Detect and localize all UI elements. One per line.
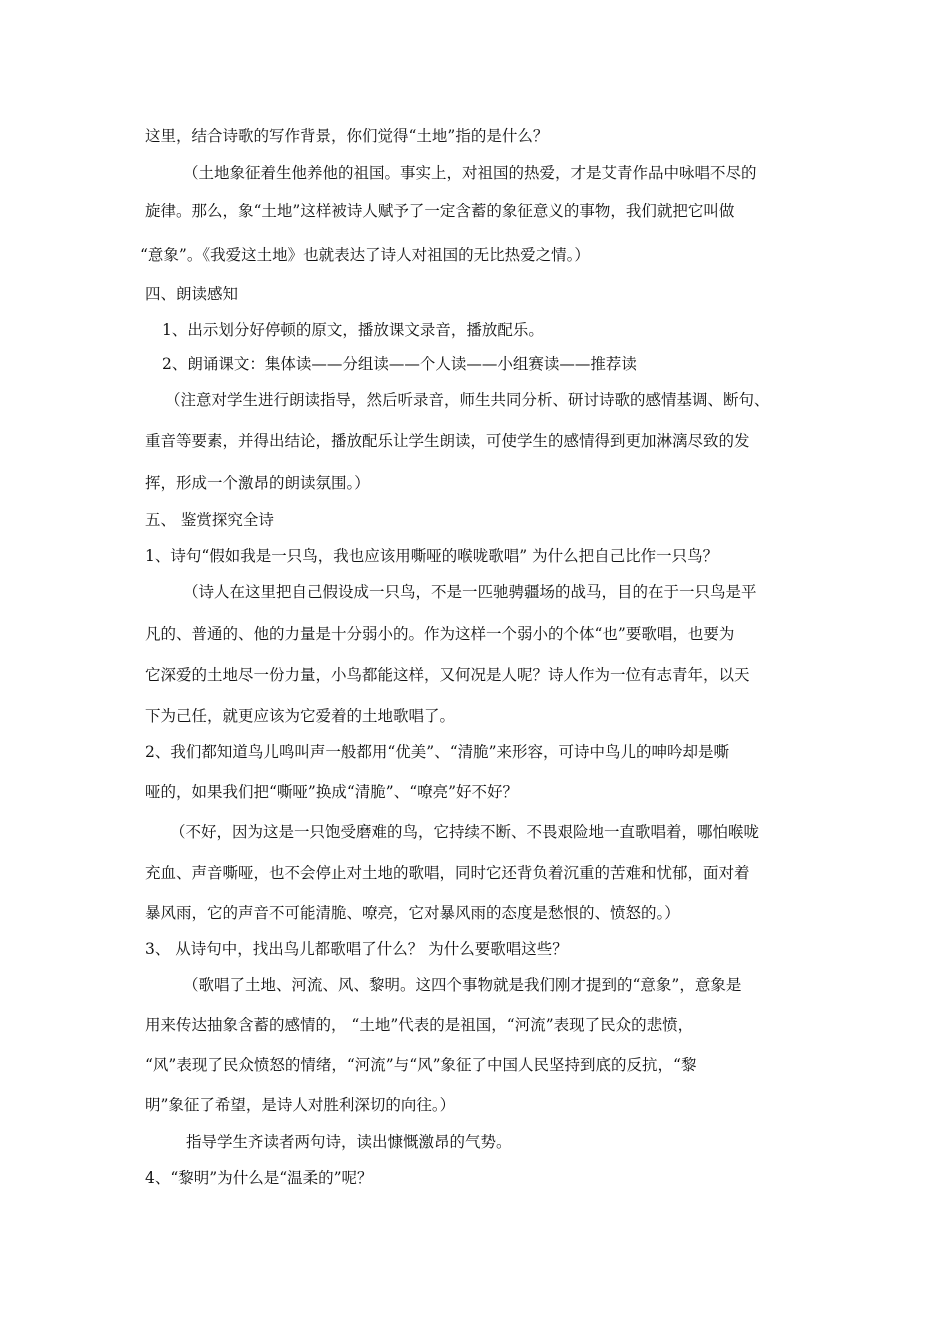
text-line: （诗人在这里把自己假设成一只鸟，不是一匹驰骋疆场的战马，目的在于一只鸟是平 [183,583,757,601]
text-line: “意象”。《我爱这土地》也就表达了诗人对祖国的无比热爱之情。） [140,246,590,264]
text-line: “风”表现了民众愤怒的情绪，“河流”与“风”象征了中国人民坚持到底的反抗，“黎 [145,1056,697,1074]
text-line: 挥，形成一个激昂的朗读氛围。） [145,474,370,492]
section-heading: 五、 鉴赏探究全诗 [145,511,274,529]
text-line: 旋律。那么，象“土地”这样被诗人赋予了一定含蓄的象征意义的事物，我们就把它叫做 [145,202,735,220]
text-line: （注意对学生进行朗读指导，然后听录音，师生共同分析、研讨诗歌的感情基调、断句、 [165,391,770,409]
text-line: 明”象征了希望，是诗人对胜利深切的向往。） [145,1096,456,1114]
text-line: 它深爱的土地尽一份力量，小鸟都能这样，又何况是人呢？诗人作为一位有志青年，以天 [145,666,750,684]
text-line: 1、出示划分好停顿的原文，播放课文录音，播放配乐。 [162,321,544,339]
text-line: 4、“黎明”为什么是“温柔的”呢？ [145,1169,373,1187]
text-line: 3、 从诗句中，找出鸟儿都歌唱了什么？ 为什么要歌唱这些？ [145,940,568,958]
text-line: 指导学生齐读者两句诗，读出慷慨激昂的气势。 [186,1133,512,1151]
text-line: 用来传达抽象含蓄的感情的， “土地”代表的是祖国，“河流”表现了民众的悲愤， [145,1016,694,1034]
text-line: 下为己任，就更应该为它爱着的土地歌唱了。 [145,707,456,725]
text-line: 充血、声音嘶哑，也不会停止对土地的歌唱，同时它还背负着沉重的苦难和忧郁，面对着 [145,864,750,882]
text-line: 这里，结合诗歌的写作背景，你们觉得“土地”指的是什么？ [145,127,549,145]
text-line: 2、我们都知道鸟儿鸣叫声一般都用“优美”、“清脆”来形容，可诗中鸟儿的呻吟却是嘶 [145,743,730,761]
text-line: 凡的、普通的、他的力量是十分弱小的。作为这样一个弱小的个体“也”要歌唱，也要为 [145,625,735,643]
text-line: 暴风雨，它的声音不可能清脆、嘹亮，它对暴风雨的态度是愁恨的、愤怒的。） [145,904,680,922]
text-line: （不好，因为这是一只饱受磨难的鸟，它持续不断、不畏艰险地一直歌唱着，哪怕喉咙 [170,823,760,841]
text-line: 1、诗句“假如我是一只鸟，我也应该用嘶哑的喉咙歌唱” 为什么把自己比作一只鸟？ [145,547,719,565]
text-line: （歌唱了土地、河流、风、黎明。这四个事物就是我们刚才提到的“意象”，意象是 [183,976,742,994]
text-line: 2、朗诵课文：集体读——分组读——个人读——小组赛读——推荐读 [162,355,637,373]
text-line: 重音等要素，并得出结论，播放配乐让学生朗读，可使学生的感情得到更加淋漓尽致的发 [145,432,750,450]
section-heading: 四、朗读感知 [145,285,239,303]
text-line: （土地象征着生他养他的祖国。事实上，对祖国的热爱，才是艾青作品中咏唱不尽的 [183,164,757,182]
text-line: 哑的，如果我们把“嘶哑”换成“清脆”、“嘹亮”好不好？ [145,783,519,801]
